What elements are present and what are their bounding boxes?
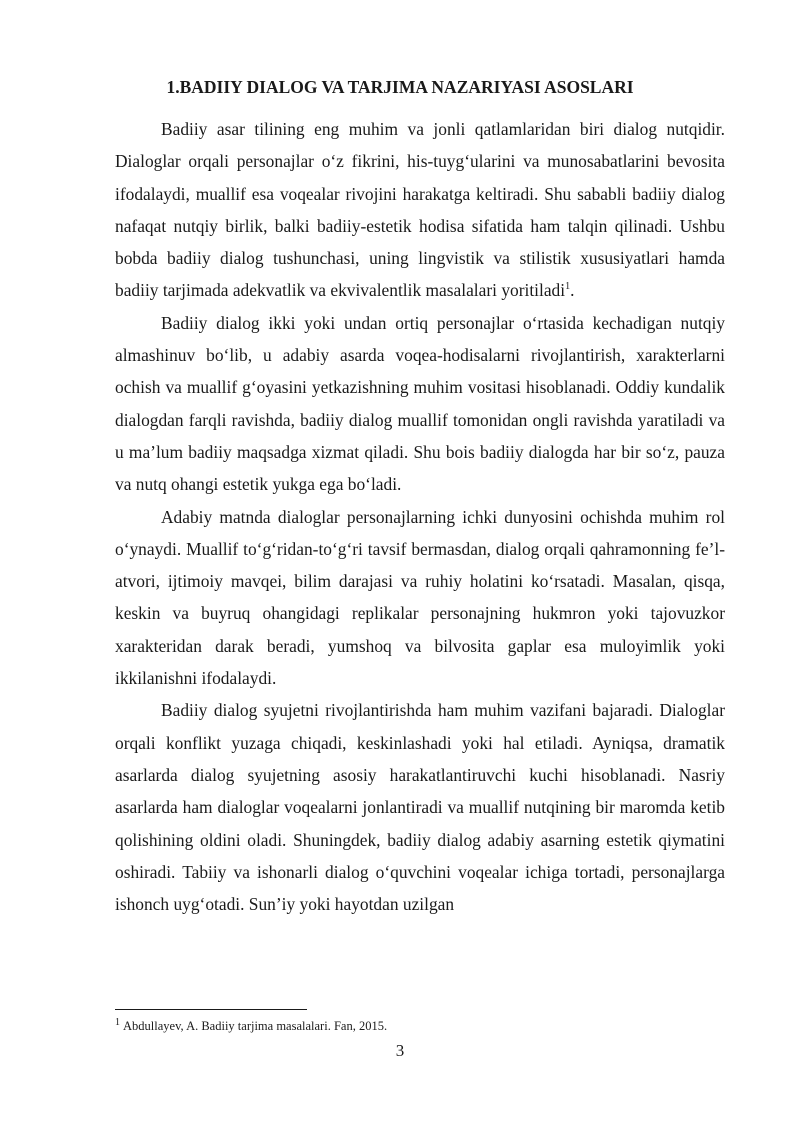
footnote-divider	[115, 1009, 307, 1010]
footnote-number: 1	[115, 1017, 120, 1028]
footnote	[115, 1018, 725, 1034]
paragraph-1-period: .	[570, 280, 575, 301]
paragraph-1-text: Badiiy asar tilining eng muhim va jonli qatlamlaridan biri dialog nutqidir. Dialoglar orqali personajlar o‘z fikrini, his-tuyg‘ularini va munosabatlarini bevosita ifodalaydi, muallif esa voqealar rivojini harakatga keltiradi. Shu sababli badiiy dialog nafaqat nutqiy birlik, balki badiiy-estetik hodisa sifatida ham talqin qilinadi. Ushbu bobda badiiy dialog tushunchasi, uning lingvistik va stilistik xususiyatlari hamda badiiy tarjimada adekvatlik va ekvivalentlik masalalari yoritiladi	[115, 119, 725, 301]
paragraph-1	[115, 113, 725, 307]
body-text	[115, 113, 725, 920]
footnote-text: Abdullayev, A. Badiiy tarjima masalalari. Fan, 2015.	[123, 1019, 388, 1033]
paragraph-3: Adabiy matnda dialoglar personajlarning ichki dunyosini ochishda muhim rol o‘ynaydi. Muallif to‘g‘ridan-to‘g‘ri tavsif bermasdan, dialog orqali qahramonning fe’l-atvori, ijtimoiy mavqei, bilim darajasi va ruhiy holatini ko‘rsatadi. Masalan, qisqa, keskin va buyruq ohangidagi replikalar personajning hukmron yoki tajovuzkor xarakteridan darak beradi, yumshoq va bilvosita gaplar esa muloyimlik yoki ikkilanishni ifodalaydi.	[115, 506, 725, 689]
paragraph-2: Badiiy dialog ikki yoki undan ortiq personajlar o‘rtasida kechadigan nutqiy almashinuv bo‘lib, u adabiy asarda voqea-hodisalarni rivojlantirish, xarakterlarni ochish va muallif g‘oyasini yetkazishning muhim vositasi hisoblanadi. Oddiy kundalik dialogdan farqli ravishda, badiiy dialog muallif tomonidan ongli ravishda yaratiladi va u ma’lum badiiy maqsadga xizmat qiladi. Shu bois badiiy dialogda har bir so‘z, pauza va nutq ohangi estetik yukga ega bo‘ladi.	[115, 312, 725, 495]
paragraph-4: Badiiy dialog syujetni rivojlantirishda ham muhim vazifani bajaradi. Dialoglar orqali konflikt yuzaga chiqadi, keskinlashadi yoki hal etiladi. Ayniqsa, dramatik asarlarda dialog syujetning asosiy harakatlantiruvchi kuchi hisoblanadi. Nasriy asarlarda ham dialoglar voqealarni jonlantiradi va muallif nutqining bir maromda ketib qolishining oldini oladi. Shuningdek, badiiy dialog adabiy asarning estetik qiymatini oshiradi. Tabiiy va ishonarli dialog o‘quvchini voqealar ichiga tortadi, personajlarga ishonch uyg‘otadi. Sun’iy yoki hayotdan uzilgan	[115, 700, 725, 915]
page-number: 3	[395, 1041, 405, 1060]
footnote-reference[interactable]: 1	[565, 281, 571, 293]
chapter-heading: 1.BADIIY DIALOG VA TARJIMA NAZARIYASI ASOSLARI	[166, 77, 634, 97]
